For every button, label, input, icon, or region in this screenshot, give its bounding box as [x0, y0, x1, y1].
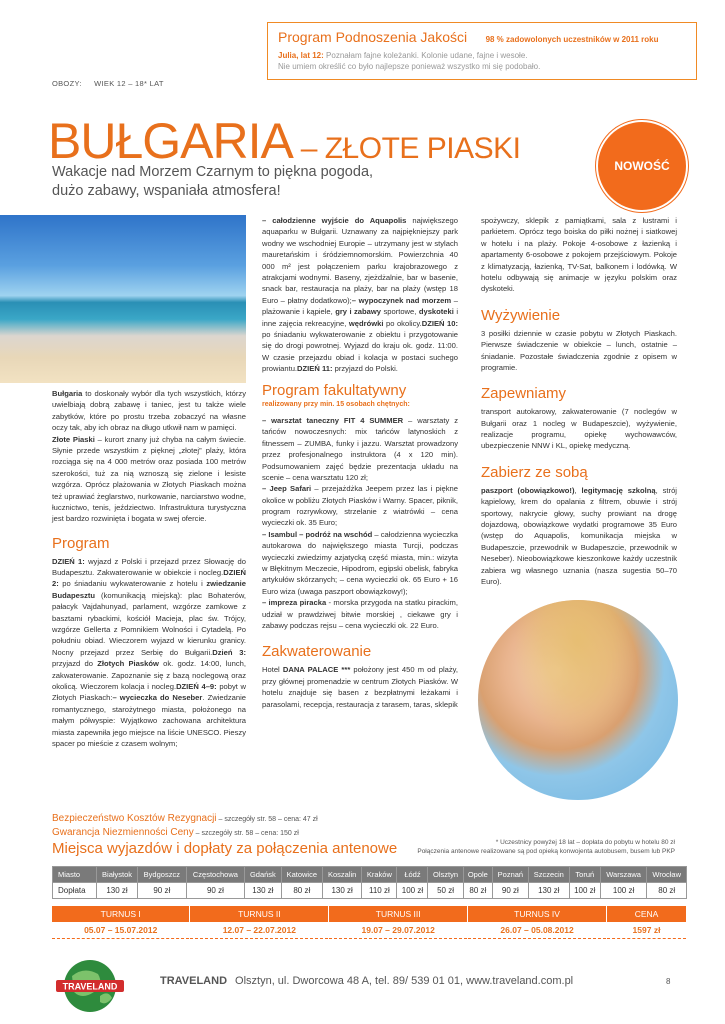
- insurance-resignation-details: – szczegóły str. 58 – cena: 47 zł: [216, 816, 318, 823]
- city-cell: Toruń: [569, 867, 600, 883]
- turnus-dates: 26.07 – 05.08.2012: [468, 922, 607, 938]
- program-cont-bold: DZIEŃ 11:: [297, 364, 333, 374]
- turnus-dates: 19.07 – 29.07.2012: [329, 922, 468, 938]
- sea-beach-photo: [0, 215, 246, 383]
- accommodation-bold: DANA PALACE ***: [282, 665, 351, 675]
- intro-text: – kurort znany już chyba na całym świecie. Słynie przede wszystkim z pięknej „złotej” plaży, która rozciąga się na 4 000 metrów oraz posiada 100 metrów szerokości, tuż za nią wznoszą się zielone i lesiste wzgórza. Oprócz plażowania w Złotych Piaskach można też uprawiać żeglarstwo, nurkowanie, narciarstwo wodne, łucznictwo, tenis, jeździectwo. Infrastruktura turystyczna jest bardzo rozwinięta i bogata w swej ofercie.: [52, 434, 246, 524]
- optional-item-title: – Jeep Safari: [262, 484, 312, 494]
- fee-row: [53, 883, 687, 899]
- meals-heading: Wyżywienie: [481, 306, 561, 324]
- intro-bold: Złote Piaski: [52, 434, 95, 444]
- included-text: transport autokarowy, zakwaterowanie (7 noclegów w Bułgarii oraz 1 nocleg w Budapeszcie), wyżywienie, realizacje programu, opiekę wychowawców, ubezpieczenie NNW i KL, opiekę medyczną.: [481, 407, 677, 451]
- city-cell: Bydgoszcz: [138, 867, 186, 883]
- fee-cell: 110 zł: [362, 883, 397, 899]
- notes: [380, 838, 675, 856]
- program-bold: DZIEŃ 1:: [52, 556, 85, 566]
- fee-cell: 130 zł: [245, 883, 281, 899]
- quality-title: Program Podnoszenia Jakości: [278, 29, 468, 45]
- column-3: [481, 215, 677, 587]
- city-cell: Łódź: [397, 867, 428, 883]
- accommodation-continued: spożywczy, sklepik z pamiątkami, sala z lustrami i parkietem. Oprócz tego boiska do piłki nożnej i siatkowej w hotelu i na plaży. Pokoje 4-osobowe z łazienką i apartamenty 6-osobowe z pokojem przejściowym. Pokoje z klimatyzacją, łazienką, TV-Sat, balkonem i lodówką. W hotelu odbywają się animacje w języku polskim oraz dyskoteki.: [481, 216, 677, 294]
- title-dash: –: [292, 132, 325, 165]
- departure-price-table: [52, 866, 687, 899]
- quote-line-1: Poznałam fajne koleżanki. Kolonie udane, fajne i wesołe.: [326, 51, 528, 60]
- fee-cell: 130 zł: [528, 883, 569, 899]
- column-1: [52, 388, 246, 749]
- insurance-price-guarantee: Gwarancja Niezmienności Ceny: [52, 827, 194, 838]
- quote-line-2: Nie umiem określić co było najlepsze ponieważ wszystko mi się podobało.: [278, 61, 541, 71]
- intro-bold: Bułgaria: [52, 389, 83, 398]
- city-cell: Częstochowa: [186, 867, 245, 883]
- city-cell: Szczecin: [528, 867, 569, 883]
- fee-cell: 90 zł: [138, 883, 186, 899]
- intro-text: to doskonały wybór dla tych wszystkich, którzy uwielbiają dobrą zabawę i taniec, jest tu także wiele zabytków, które po prostu trzeba zobaczyć na własne oczy tak, aby ich obraz na długo utkwił nam w pamięci.: [52, 389, 246, 433]
- program-bold: DZIEŃ 4–9:: [176, 681, 217, 691]
- fee-label: Dopłata: [53, 883, 97, 899]
- city-cell: Kraków: [362, 867, 397, 883]
- page-number: 8: [666, 977, 671, 986]
- program-cont-text: przyjazd do Polski.: [332, 364, 398, 374]
- fee-cell: 100 zł: [569, 883, 600, 899]
- city-row: [53, 867, 687, 883]
- program-cont-bold: DZIEŃ 10:: [421, 318, 458, 328]
- column-2: [262, 215, 458, 710]
- subtitle: [52, 163, 373, 201]
- optional-item-text: - morska przygoda na statku pirackim, udział w prawdziwej bitwie morskiej , ciekawe gry i zabawy podczas rejsu – cena wycieczki ok. 22 Euro.: [262, 598, 458, 630]
- fee-cell: 50 zł: [428, 883, 463, 899]
- optional-item-text: – przejażdżka Jeepem przez las i piękne okolice w pobliżu Złotych Piasków i Warny. Spacer, piknik, program rozrywkowy, strzelanie z wiatrówki – cena wycieczki ok. 35 Euro;: [262, 484, 458, 528]
- turnus-dates: 12.07 – 22.07.2012: [190, 922, 329, 938]
- bring-paragraph: [481, 485, 677, 588]
- optional-item-title: – impreza piracka: [262, 598, 327, 608]
- bring-bold: legitymację szkolną: [581, 485, 656, 495]
- bring-heading: Zabierz ze sobą: [481, 463, 588, 481]
- turnus-table: [52, 906, 687, 939]
- insurance-price-guarantee-details: – szczegóły str. 58 – cena: 150 zł: [193, 830, 299, 837]
- photo-hair-overlay: [478, 600, 678, 800]
- quality-stat: 98 % zadowolonych uczestników w 2011 roku: [485, 35, 659, 44]
- fee-cell: 100 zł: [600, 883, 647, 899]
- optional-program-note: realizowany przy min. 15 osobach chętnych:: [262, 401, 410, 409]
- breadcrumb: [52, 79, 174, 88]
- fee-cell: 80 zł: [281, 883, 323, 899]
- accommodation-heading: Zakwaterowanie: [262, 643, 372, 661]
- note-adult-surcharge: * Uczestnicy powyżej 18 lat – dopłata do pobytu w hotelu 80 zł: [495, 839, 675, 846]
- program-text: po śniadaniu wykwaterowanie z hotelu i: [58, 579, 207, 589]
- city-cell: Gdańsk: [245, 867, 281, 883]
- program-bold: – wycieczka do Neseber: [112, 693, 203, 703]
- quality-program-box: [267, 22, 697, 80]
- title-main: BUŁGARIA: [48, 113, 293, 169]
- program-cont-text: – plażowanie i kąpiele,: [262, 295, 458, 317]
- included-heading: Zapewniamy: [481, 385, 567, 403]
- program-cont-bold: wędrówki: [348, 318, 384, 328]
- breadcrumb-age: WIEK 12 – 18* LAT: [94, 79, 164, 88]
- fee-cell: 80 zł: [647, 883, 687, 899]
- meals-text: 3 posiłki dziennie w czasie pobytu w Złotych Piaskach. Pierwsze świadczenie w obiekcie – lunch, ostatnie – śniadanie. Pozostałe świadczenia zgodnie z opisem w programie.: [481, 328, 677, 372]
- city-label: Miasto: [53, 867, 97, 883]
- program-paragraph: [52, 556, 246, 750]
- quality-quote: [278, 51, 686, 73]
- accommodation-paragraph: [262, 664, 458, 710]
- optional-program-heading: Program fakultatywny: [262, 382, 407, 400]
- quote-author: Julia, lat 12:: [278, 51, 324, 60]
- footer-address: Olsztyn, ul. Dworcowa 48 A, tel. 89/ 539 01 01, www.traveland.com.pl: [235, 975, 574, 987]
- title-sub: ZŁOTE PIASKI: [324, 132, 521, 165]
- subtitle-line-2: dużo zabawy, wspaniała atmosfera!: [52, 182, 281, 199]
- turnus-header: TURNUS III: [329, 906, 468, 922]
- bring-bold: paszport (obowiązkowo!): [481, 485, 575, 495]
- subtitle-line-1: Wakacje nad Morzem Czarnym to piękna pogoda,: [52, 164, 374, 180]
- city-cell: Wrocław: [647, 867, 687, 883]
- accommodation-text: położony jest 450 m od plaży, przy głównej promenadzie w centrum Złotych Piasków. W hotelu znajduje się basen z bezpłatnymi leżakami i parasolami, recepcja, restauracja z tarasem, taras, sklepik: [262, 665, 458, 709]
- program-text: . Zwiedzanie romantycznego, starożytnego miasta, położonego na małym półwyspie: Wyjątkowo zachowana architektura miasta zapewniła jego miejsce na liście UNESCO. Pieszy spacer po mieście z czasem wolnym;: [52, 693, 246, 748]
- turnus-dates-row: [52, 922, 687, 938]
- program-bold: DZIEŃ 2:: [52, 568, 246, 589]
- program-cont-bold: – wypoczynek nad morzem: [351, 295, 452, 305]
- program-cont-text: i inne zajęcia rekreacyjne,: [262, 307, 459, 328]
- program-heading: Program: [52, 534, 110, 552]
- turnus-header: TURNUS I: [52, 906, 190, 922]
- program-cont-text: po śniadaniu wykwaterowanie z obiektu i przygotowanie się do drogi powrotnej. Wyjazd do kraju ok. godz. 11:00. W czasie przejazdu obiad i kolacja w postaci suchego prowiantu.: [262, 329, 458, 374]
- optional-item: [262, 415, 458, 483]
- city-cell: Warszawa: [600, 867, 647, 883]
- turnus-header: TURNUS IV: [468, 906, 607, 922]
- city-cell: Poznań: [493, 867, 529, 883]
- fee-cell: 80 zł: [463, 883, 492, 899]
- program-cont-paragraph: [262, 215, 458, 374]
- traveland-logo-icon: [54, 956, 126, 1016]
- logo-text: TRAVELAND: [62, 981, 118, 992]
- city-cell: Białystok: [97, 867, 138, 883]
- optional-item: [262, 597, 458, 631]
- fee-cell: 130 zł: [97, 883, 138, 899]
- program-cont-text: po okolicy.: [383, 318, 422, 328]
- accommodation-text: Hotel: [262, 665, 283, 675]
- turnus-header-row: [52, 906, 687, 922]
- turnus-dates: 05.07 – 15.07.2012: [52, 922, 190, 938]
- insurance-resignation: Bezpieczeństwo Kosztów Rezygnacji: [52, 813, 217, 824]
- fee-cell: 130 zł: [323, 883, 362, 899]
- turnus-price: 1597 zł: [607, 922, 687, 938]
- optional-item: [262, 529, 458, 597]
- program-cont-text: największego aquaparku w Bułgarii. Uznawany za najpiękniejszy park wodny we wschodniej Europie – utrzymany jest w stylach mauretańskim i śródziemnomorskim. Powierzchnia 40 000 m² jest połączeniem parku krajobrazowego z atrakcjami wodnymi. Baseny, zjeżdżalnie, bar w basenie, snack bar, restauracja na plaży, bar na plaży (wstęp 18 Euro – płatny dodatkowo);: [262, 216, 458, 305]
- departures-heading: Miejsca wyjazdów i dopłaty za połączenia antenowe: [52, 840, 398, 857]
- turnus-header: TURNUS II: [190, 906, 329, 922]
- insurance-options: [52, 812, 318, 840]
- program-cont-bold: gry i zabawy: [335, 307, 382, 317]
- optional-item-text: – całodzienna wycieczka autokarowa do największego miasta Turcji, podczas wycieczki zwiedzimy azjatycką część miasta, min.: wizyta w Błękitnym Meczecie, Hipodrom, egipski obelisk, fabryka artykułów skórzanych; – cena wycieczki ok. 65 Euro + 16 Euro wiza (uwaga paszport obowiązkowy!);: [262, 529, 458, 596]
- optional-item-title: – warsztat taneczny FIT 4 SUMMER: [262, 415, 404, 425]
- bring-text: ,: [574, 485, 582, 495]
- program-text: ok. godz. 14:00, lunch, zakwaterowanie. Zapoznanie się z bazą noclegową oraz okolicą. Wieczorem kolacja i nocleg.: [52, 659, 246, 691]
- optional-item-title: – Isambul – podróż na wschód: [262, 529, 373, 539]
- program-cont-bold: dyskoteki: [418, 307, 454, 317]
- note-transport: Połączenia antenowe realizowane są pod opieką konwojenta autobusem, busem lub PKP: [417, 848, 675, 856]
- bring-text: , strój kąpielowy, krem do opalania z filtrem, obuwie i strój sportowy, nakrycie głowy, suchy prowiant na drogę dojazdową, obowiązkowe wydatki programowe 35 Euro (wstęp do Aquapolis, komunikacja miejska w Budapeszcie, przewodnik w Budapeszcie, przewodnik w Neseber). Nieobowiązkowe kieszonkowe każdy uczestnik zabiera wg własnego uznania (nasza sugestia 50–70 Euro).: [481, 485, 677, 586]
- city-cell: Olsztyn: [428, 867, 463, 883]
- program-cont-bold: – całodzienne wyjście do Aquapolis: [262, 216, 407, 225]
- footer-brand: TRAVELAND: [160, 975, 228, 987]
- intro-paragraph: [52, 434, 246, 525]
- program-text: wyjazd z Polski i przejazd przez Słowację do Budapesztu. Zakwaterowanie w obiekcie i nocleg.: [52, 556, 246, 578]
- fee-cell: 100 zł: [397, 883, 428, 899]
- fee-cell: 90 zł: [493, 883, 529, 899]
- new-badge-label: NOWOŚĆ: [614, 159, 670, 173]
- footer: [160, 975, 573, 987]
- program-bold: Dzień 3:: [212, 647, 246, 657]
- breadcrumb-category: OBOZY:: [52, 79, 82, 88]
- fee-cell: 90 zł: [186, 883, 245, 899]
- optional-item: [262, 483, 458, 529]
- page-title: [48, 112, 520, 170]
- program-text: przyjazd do: [52, 659, 98, 669]
- program-text: (komunikacją miejską): plac Bohaterów, pałacyk Vajdahunyad, parlament, wzgórze zamkowe z basztami rybackimi, kościół Macieja, plac św. Trójcy, wzgórze Gellerta z Pomnikiem Wolności i Cytadelą. Po południu obiad. Wieczorem wyjazd w kierunku granicy. Nocny przejazd przez Serbię do Bułgarii.: [52, 590, 246, 657]
- city-cell: Opole: [463, 867, 492, 883]
- city-cell: Koszalin: [323, 867, 362, 883]
- program-bold: zwiedzanie Budapesztu: [52, 579, 246, 600]
- turnus-header: CENA: [607, 906, 687, 922]
- new-badge: [598, 122, 686, 210]
- program-text: pobyt w Złotych Piaskach:: [52, 681, 247, 703]
- city-cell: Katowice: [281, 867, 323, 883]
- optional-item-text: – warsztaty z tańców nowoczesnych: mix tańców latynoskich z fitnessem – ZUMBA, funky i jazzu. Warsztat prowadzony przez profesjonalnego instruktora (4 x 120 min). Podsumowaniem zajęć będzie prezentacja układu na scenie – cena warsztatu 120 zł;: [262, 415, 459, 482]
- program-cont-text: sportowe,: [381, 307, 419, 317]
- intro-paragraph: [52, 388, 246, 434]
- program-bold: Złotych Piasków: [97, 659, 159, 669]
